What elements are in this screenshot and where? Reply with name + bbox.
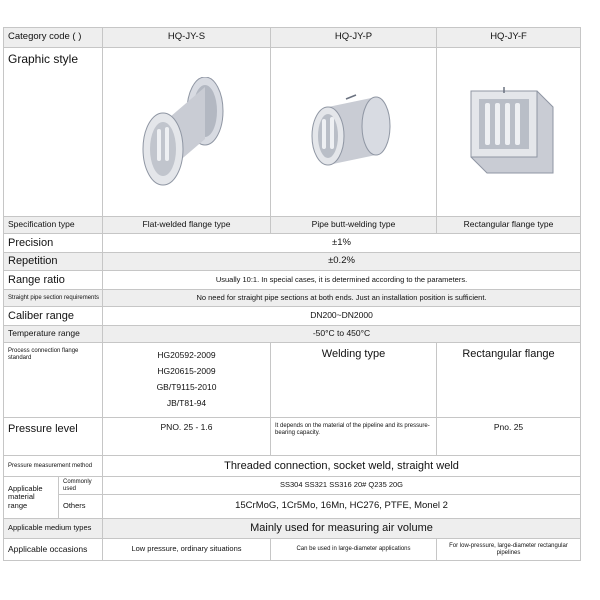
spec-type-f: Rectangular flange type bbox=[437, 217, 581, 234]
medium-value: Mainly used for measuring air volume bbox=[103, 519, 581, 539]
model-p: HQ-JY-P bbox=[271, 28, 437, 48]
standard-item: GB/T9115-2010 bbox=[156, 382, 217, 392]
caliber-value: DN200~DN2000 bbox=[103, 307, 581, 326]
process-rect: Rectangular flange bbox=[437, 343, 581, 418]
graphic-f bbox=[437, 48, 581, 217]
spec-table bbox=[3, 27, 581, 561]
rectangular-flange-flowmeter-icon bbox=[449, 77, 569, 187]
butt-welding-flowmeter-icon bbox=[294, 77, 414, 187]
process-welding: Welding type bbox=[271, 343, 437, 418]
graphic-style-label: Graphic style bbox=[4, 48, 103, 217]
measurement-label: Pressure measurement method bbox=[4, 456, 103, 477]
repetition-label: Repetition bbox=[4, 253, 103, 271]
category-code-label: Category code ( ) bbox=[4, 28, 103, 48]
spec-type-label: Specification type bbox=[4, 217, 103, 234]
straight-pipe-label: Straight pipe section requirements bbox=[4, 290, 103, 307]
pressure-f: Pno. 25 bbox=[437, 418, 581, 456]
standard-item: HG20592-2009 bbox=[157, 350, 216, 361]
pressure-s: PNO. 25 - 1.6 bbox=[103, 418, 271, 456]
range-ratio-label: Range ratio bbox=[4, 271, 103, 290]
repetition-value: ±0.2% bbox=[103, 253, 581, 271]
model-f: HQ-JY-F bbox=[437, 28, 581, 48]
precision-value: ±1% bbox=[103, 234, 581, 253]
material-label: Applicable material range bbox=[4, 477, 59, 519]
caliber-label: Caliber range bbox=[4, 307, 103, 326]
material-others-value: 15CrMoG, 1Cr5Mo, 16Mn, HC276, PTFE, Monel 2 bbox=[103, 495, 581, 519]
occasion-f: For low-pressure, large-diameter rectangular pipelines bbox=[437, 539, 581, 561]
material-others-label: Others bbox=[59, 495, 103, 519]
standard-item: JB/T81-94 bbox=[166, 397, 207, 408]
straight-pipe-value: No need for straight pipe sections at both ends. Just an installation position is sufficient. bbox=[103, 290, 581, 307]
pressure-label: Pressure level bbox=[4, 418, 103, 456]
temperature-label: Temperature range bbox=[4, 326, 103, 343]
process-standards bbox=[103, 343, 271, 418]
pressure-p: It depends on the material of the pipeline and its pressure-bearing capacity. bbox=[271, 418, 437, 456]
model-s: HQ-JY-S bbox=[103, 28, 271, 48]
occasion-p: Can be used in large-diameter applications bbox=[271, 539, 437, 561]
occasions-label: Applicable occasions bbox=[4, 539, 103, 561]
graphic-s bbox=[103, 48, 271, 217]
range-ratio-value: Usually 10:1. In special cases, it is determined according to the parameters. bbox=[103, 271, 581, 290]
spec-type-s: Flat-welded flange type bbox=[103, 217, 271, 234]
flat-welded-flange-flowmeter-icon bbox=[127, 77, 247, 187]
medium-label: Applicable medium types bbox=[4, 519, 103, 539]
occasion-s: Low pressure, ordinary situations bbox=[103, 539, 271, 561]
standard-item: HG20615-2009 bbox=[157, 366, 216, 377]
temperature-value: -50°C to 450°C bbox=[103, 326, 581, 343]
process-standard-label: Process connection flange standard bbox=[4, 343, 103, 418]
material-common-value: SS304 SS321 SS316 20# Q235 20G bbox=[103, 477, 581, 495]
spec-type-p: Pipe butt-welding type bbox=[271, 217, 437, 234]
precision-label: Precision bbox=[4, 234, 103, 253]
measurement-value: Threaded connection, socket weld, straight weld bbox=[103, 456, 581, 477]
material-common-label: Commonly used bbox=[59, 477, 103, 495]
graphic-p bbox=[271, 48, 437, 217]
